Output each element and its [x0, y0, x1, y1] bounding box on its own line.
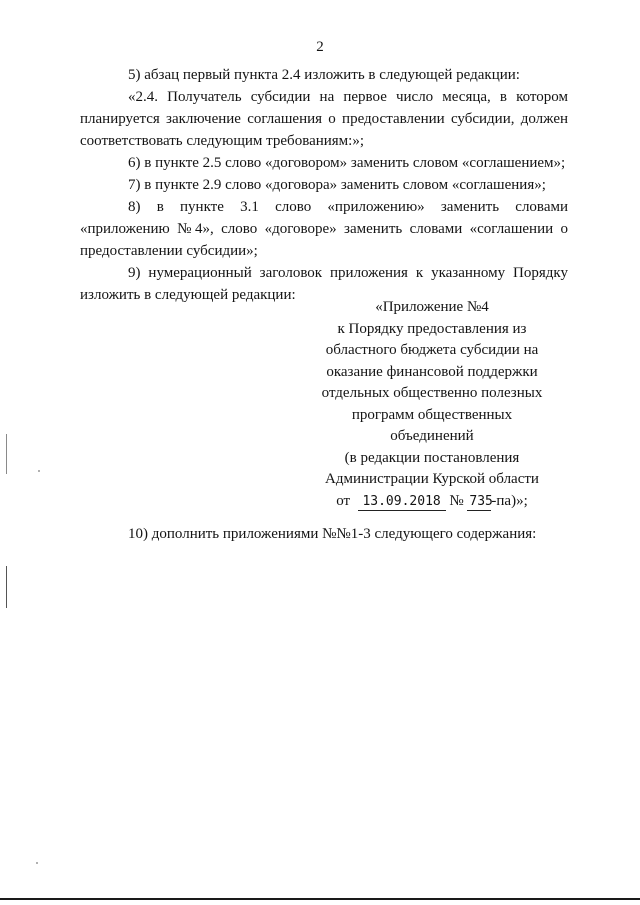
paragraph-item-8: 8) в пункте 3.1 слово «приложению» заменить словами «приложению №4», слово «договоре» заменить словами «соглашении о предоставлении субсидии»;	[80, 199, 568, 259]
paragraph-item-7: 7) в пункте 2.9 слово «договора» заменить словом «соглашения»;	[128, 177, 546, 193]
annex-line: объединений	[390, 428, 474, 444]
paragraph-item-10: 10) дополнить приложениями №№1-3 следующего содержания:	[128, 526, 537, 542]
number-field: 735	[469, 493, 493, 509]
number-sign: №	[449, 492, 464, 509]
number-suffix: -па)»;	[491, 492, 528, 509]
scan-speck	[36, 862, 38, 864]
page-number: 2	[316, 39, 324, 55]
annex-line: к Порядку предоставления из	[337, 320, 527, 337]
annex-date-line	[296, 491, 568, 513]
annex-line: отдельных общественно полезных	[321, 385, 543, 401]
date-field: 13.09.2018	[358, 494, 446, 511]
scan-speck	[38, 470, 40, 472]
annex-line: Администрации Курской области	[325, 471, 539, 487]
date-prefix: от	[336, 492, 351, 509]
annex-line: программ общественных	[351, 406, 513, 423]
scan-margin-mark	[6, 566, 7, 608]
scan-bottom-edge	[0, 898, 640, 900]
scan-margin-mark	[6, 434, 7, 474]
document-body	[80, 64, 568, 306]
annex-line: «Приложение №4	[375, 299, 489, 315]
paragraph-item-9: 9) нумерационный заголовок приложения к указанному Порядку изложить в следующей редакции:	[80, 265, 568, 303]
annex-line: (в редакции постановления	[344, 449, 520, 466]
annex-heading-block	[296, 297, 568, 512]
paragraph-item-5: 5) абзац первый пункта 2.4 изложить в следующей редакции:	[128, 67, 520, 83]
paragraph-item-2-4-text: «2.4. Получатель субсидии на первое число месяца, в котором планируется заключение соглашения о предоставлении субсидии, должен соответствовать следующим требованиям:»;	[80, 89, 568, 149]
annex-line: областного бюджета субсидии на	[325, 342, 539, 358]
paragraph-item-6: 6) в пункте 2.5 слово «договором» заменить словом «соглашением»;	[128, 155, 566, 171]
annex-line: оказание финансовой поддержки	[326, 363, 538, 380]
